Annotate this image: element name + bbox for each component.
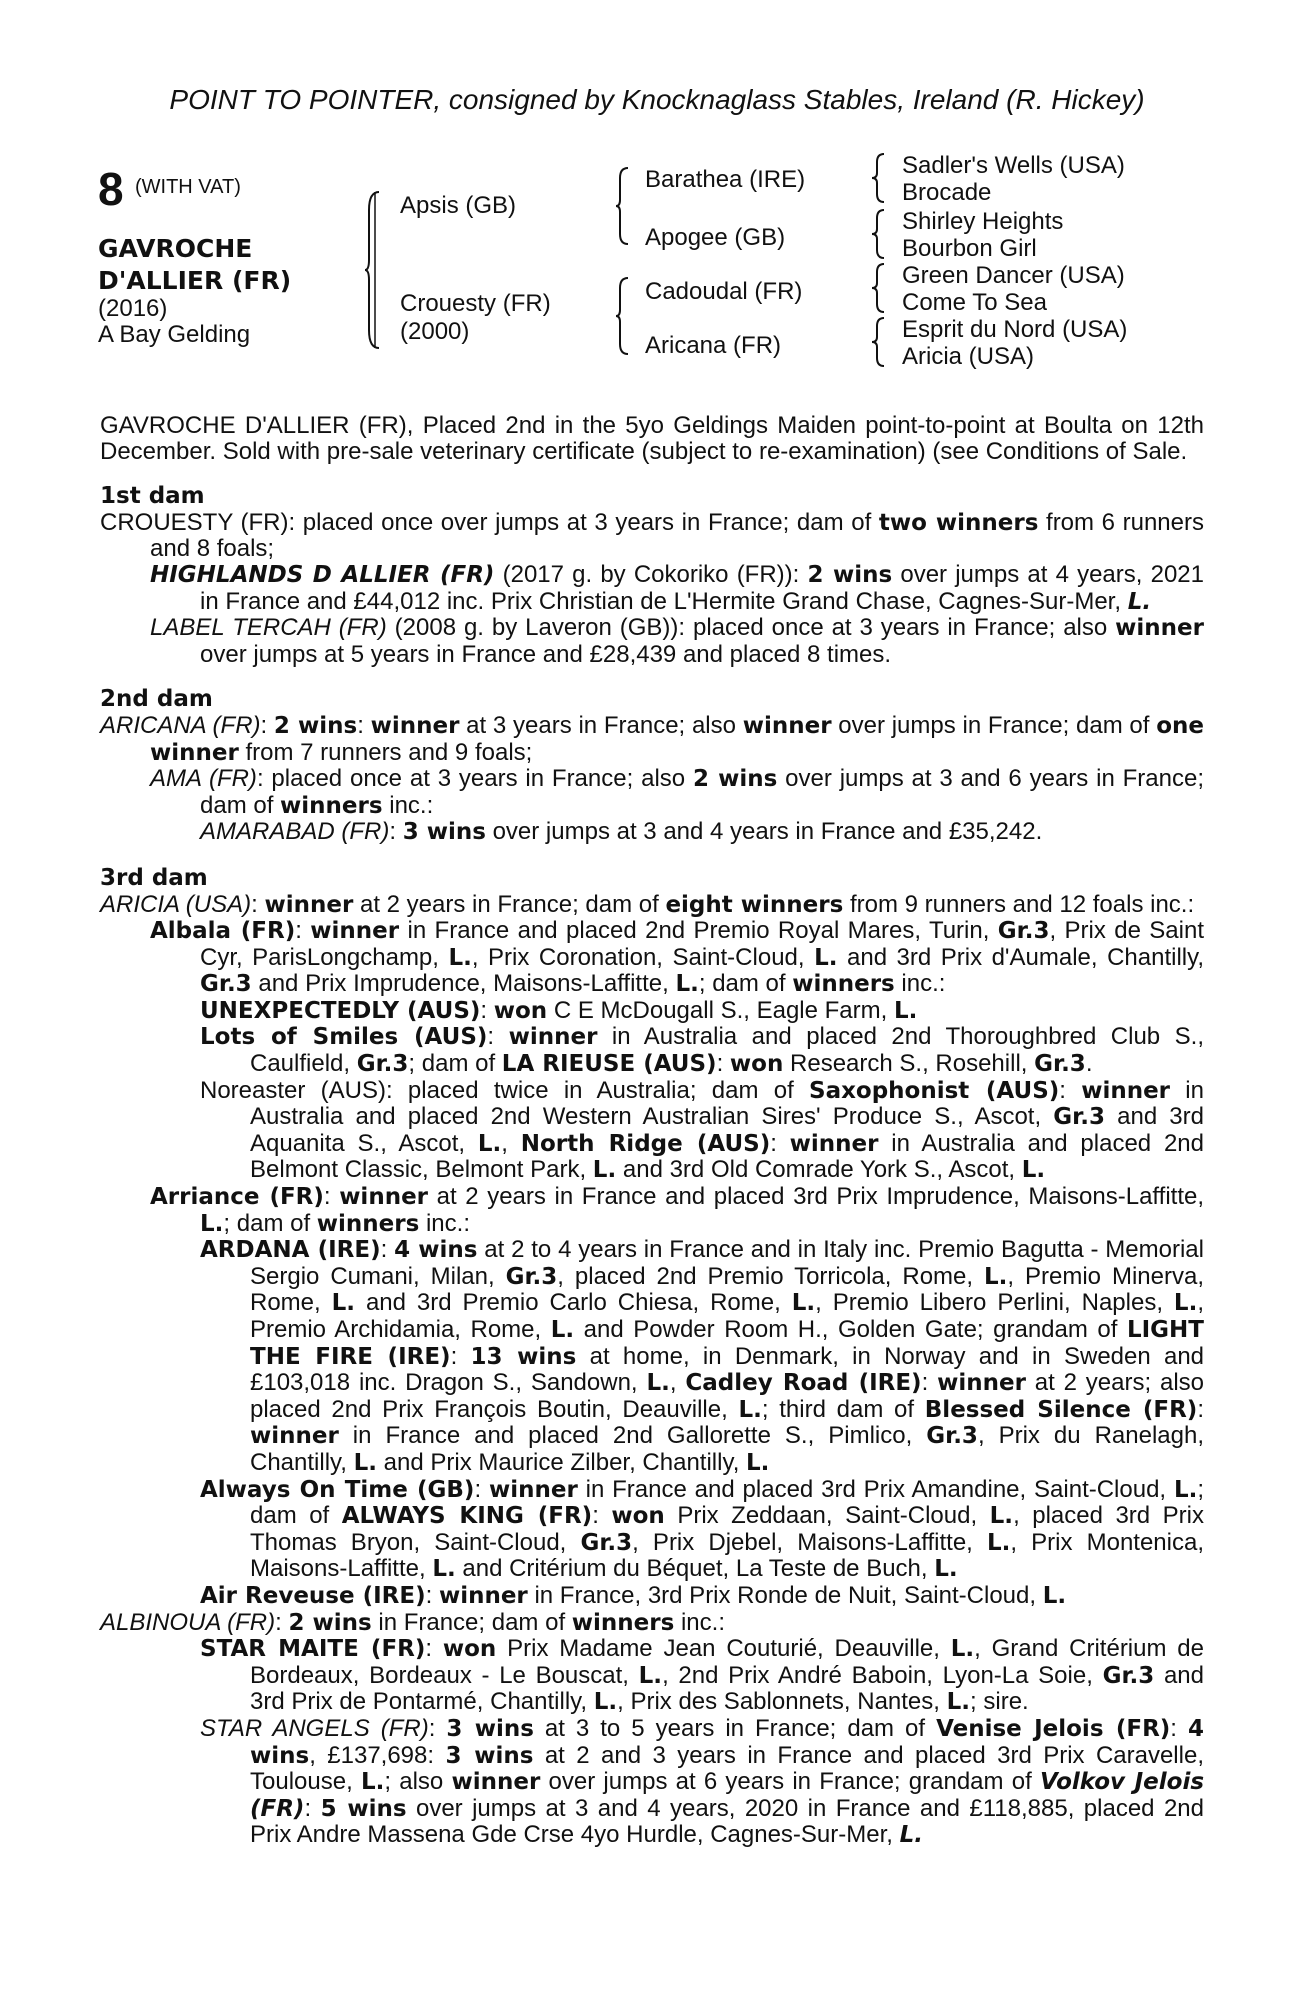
- lot-vat: (WITH VAT): [135, 176, 241, 198]
- entry-star-maite: STAR MAITE (FR): won Prix Madame Jean Couturié, Deauville, L., Grand Critérium de Bordeaux, Bordeaux - Le Bouscat, L., 2nd Prix André Baboin, Lyon-La Soie, Gr.3 and 3rd Prix de Pontarmé, Chantilly, L., Prix des Sablonnets, Nantes, L.; sire.: [200, 1635, 1204, 1716]
- entry-label-tercah: LABEL TERCAH (FR) (2008 g. by Laveron (GB)): placed once at 3 years in France; also winner over jumps at 5 years in France and £28,439 and placed 8 times.: [150, 614, 1204, 668]
- ped-dds: Esprit du Nord (USA): [902, 316, 1128, 343]
- sire-brace: [616, 166, 630, 246]
- brace-sd: [872, 208, 886, 260]
- entry-ardana: ARDANA (IRE): 4 wins at 2 to 4 years in France and in Italy inc. Premio Bagutta - Memorial Sergio Cumani, Milan, Gr.3, placed 2nd Premio Torricola, Rome, L., Premio Minerva, Rome, L. and 3rd Premio Carlo Chiesa, Rome, L., Premio Libero Perlini, Naples, L., Premio Archidamia, Rome, L. and Powder Room H., Golden Gate; grandam of LIGHT THE FIRE (IRE): 13 wins at home, in Denmark, in Norway and in Sweden and £103,018 inc. Dragon S., Sandown, L., Cadley Road (IRE): winner at 2 years; also placed 2nd Prix François Boutin, Deauville, L.; third dam of Blessed Silence (FR): winner in France and placed 2nd Gallorette S., Pimlico, Gr.3, Prix du Ranelagh, Chantilly, L. and Prix Maurice Zilber, Chantilly, L.: [200, 1236, 1205, 1476]
- ped-sss: Sadler's Wells (USA): [902, 152, 1125, 179]
- ped-dsd: Come To Sea: [902, 289, 1047, 316]
- ped-ss: Barathea (IRE): [645, 166, 806, 193]
- dam-brace: [616, 276, 630, 356]
- entry-albala: Albala (FR): winner in France and placed 2nd Premio Royal Mares, Turin, Gr.3, Prix de Saint Cyr, ParisLongchamp, L., Prix Coronation, Saint-Cloud, L. and 3rd Prix d'Aumale, Chantilly, Gr.3 and Prix Imprudence, Maisons-Laffitte, L.; dam of winners inc.:: [150, 917, 1204, 998]
- horse-name: GAVROCHE D'ALLIER (FR): [98, 234, 292, 295]
- catalogue-body: [100, 413, 1204, 1849]
- entry-always-on-time: Always On Time (GB): winner in France and placed 3rd Prix Amandine, Saint-Cloud, L.; dam of ALWAYS KING (FR): won Prix Zeddaan, Saint-Cloud, L., placed 3rd Prix Thomas Bryon, Saint-Cloud, Gr.3, Prix Djebel, Maisons-Laffitte, L., Prix Montenica, Maisons-Laffitte, L. and Critérium du Béquet, La Teste de Buch, L.: [200, 1475, 1205, 1583]
- entry-aricia: ARICIA (USA): winner at 2 years in France; dam of eight winners from 9 runners and 12 foals inc.:: [100, 890, 1195, 918]
- section-second-dam: 2nd dam: [100, 686, 213, 713]
- entry-crouesty: CROUESTY (FR): placed once over jumps at 3 years in France; dam of two winners from 6 runners and 8 foals;: [100, 508, 1204, 563]
- lot-number: 8: [98, 163, 124, 215]
- brace-dd: [872, 316, 886, 368]
- entry-amarabad: AMARABAD (FR): 3 wins over jumps at 3 and 4 years in France and £35,242.: [200, 818, 1043, 846]
- section-first-dam: 1st dam: [100, 483, 205, 510]
- section-third-dam: 3rd dam: [100, 864, 208, 891]
- entry-lots-of-smiles: Lots of Smiles (AUS): winner in Australia and placed 2nd Thoroughbred Club S., Caulfield, Gr.3; dam of LA RIEUSE (AUS): won Research S., Rosehill, Gr.3.: [200, 1023, 1204, 1078]
- ped-dam: Crouesty (FR): [400, 290, 551, 317]
- entry-albinoua: ALBINOUA (FR): 2 wins in France; dam of winners inc.:: [100, 1608, 725, 1636]
- entry-star-angels: STAR ANGELS (FR): 3 wins at 3 to 5 years in France; dam of Venise Jelois (FR): 4 wins, £137,698: 3 wins at 2 and 3 years in France and placed 3rd Prix Caravelle, Toulouse, L.; also winner over jumps at 6 years in France; grandam of Volkov Jelois (FR): 5 wins over jumps at 3 and 4 years, 2020 in France and £118,885, placed 2nd Prix Andre Massena Gde Crse 4yo Hurdle, Cagnes-Sur-Mer, L.: [200, 1714, 1205, 1849]
- sire-dam-brace: [364, 190, 382, 350]
- entry-unexpectedly: UNEXPECTEDLY (AUS): won C E McDougall S., Eagle Farm, L.: [200, 996, 918, 1024]
- entry-aricana: ARICANA (FR): 2 wins: winner at 3 years in France; also winner over jumps in France; dam of one winner from 7 runners and 9 foals;: [100, 711, 1204, 766]
- ped-ds: Cadoudal (FR): [645, 278, 803, 305]
- ped-sds: Shirley Heights: [902, 208, 1064, 235]
- entry-noreaster: Noreaster (AUS): placed twice in Australia; dam of Saxophonist (AUS): winner in Australia and placed 2nd Western Australian Sires' Produce S., Ascot, Gr.3 and 3rd Aquanita S., Ascot, L., North Ridge (AUS): winner in Australia and placed 2nd Belmont Classic, Belmont Park, L. and 3rd Old Comrade York S., Ascot, L.: [200, 1076, 1204, 1184]
- entry-ama: AMA (FR): placed once at 3 years in France; also 2 wins over jumps at 3 and 6 years in France; dam of winners inc.:: [150, 765, 1205, 819]
- brace-ss: [872, 152, 886, 204]
- ped-sd: Apogee (GB): [645, 224, 786, 251]
- page-header: POINT TO POINTER, consigned by Knocknaglass Stables, Ireland (R. Hickey): [169, 84, 1145, 115]
- ped-dam-year: (2000): [400, 318, 470, 345]
- ped-dd: Aricana (FR): [645, 332, 782, 359]
- brace-ds: [872, 262, 886, 314]
- horse-detail: (2016) A Bay Gelding: [98, 295, 251, 348]
- ped-sdd: Bourbon Girl: [902, 235, 1037, 262]
- ped-dss: Green Dancer (USA): [902, 262, 1125, 289]
- ped-ssd: Brocade: [902, 179, 992, 206]
- ped-ddd: Aricia (USA): [902, 343, 1035, 370]
- entry-highlands: HIGHLANDS D ALLIER (FR) (2017 g. by Cokoriko (FR)): 2 wins over jumps at 4 years, 2021 in France and £44,012 inc. Prix Christian de L'Hermite Grand Chase, Cagnes-Sur-Mer, L.: [150, 560, 1204, 615]
- intro-paragraph: GAVROCHE D'ALLIER (FR), Placed 2nd in the 5yo Geldings Maiden point-to-point at Boulta on 12th December. Sold with pre-sale veterinary certificate (subject to re-examination) (see Conditions of Sale.: [100, 412, 1204, 465]
- ped-sire: Apsis (GB): [400, 192, 517, 219]
- entry-arriance: Arriance (FR): winner at 2 years in France and placed 3rd Prix Imprudence, Maisons-Laffitte, L.; dam of winners inc.:: [150, 1183, 1204, 1237]
- entry-air-reveuse: Air Reveuse (IRE): winner in France, 3rd Prix Ronde de Nuit, Saint-Cloud, L.: [200, 1581, 1067, 1609]
